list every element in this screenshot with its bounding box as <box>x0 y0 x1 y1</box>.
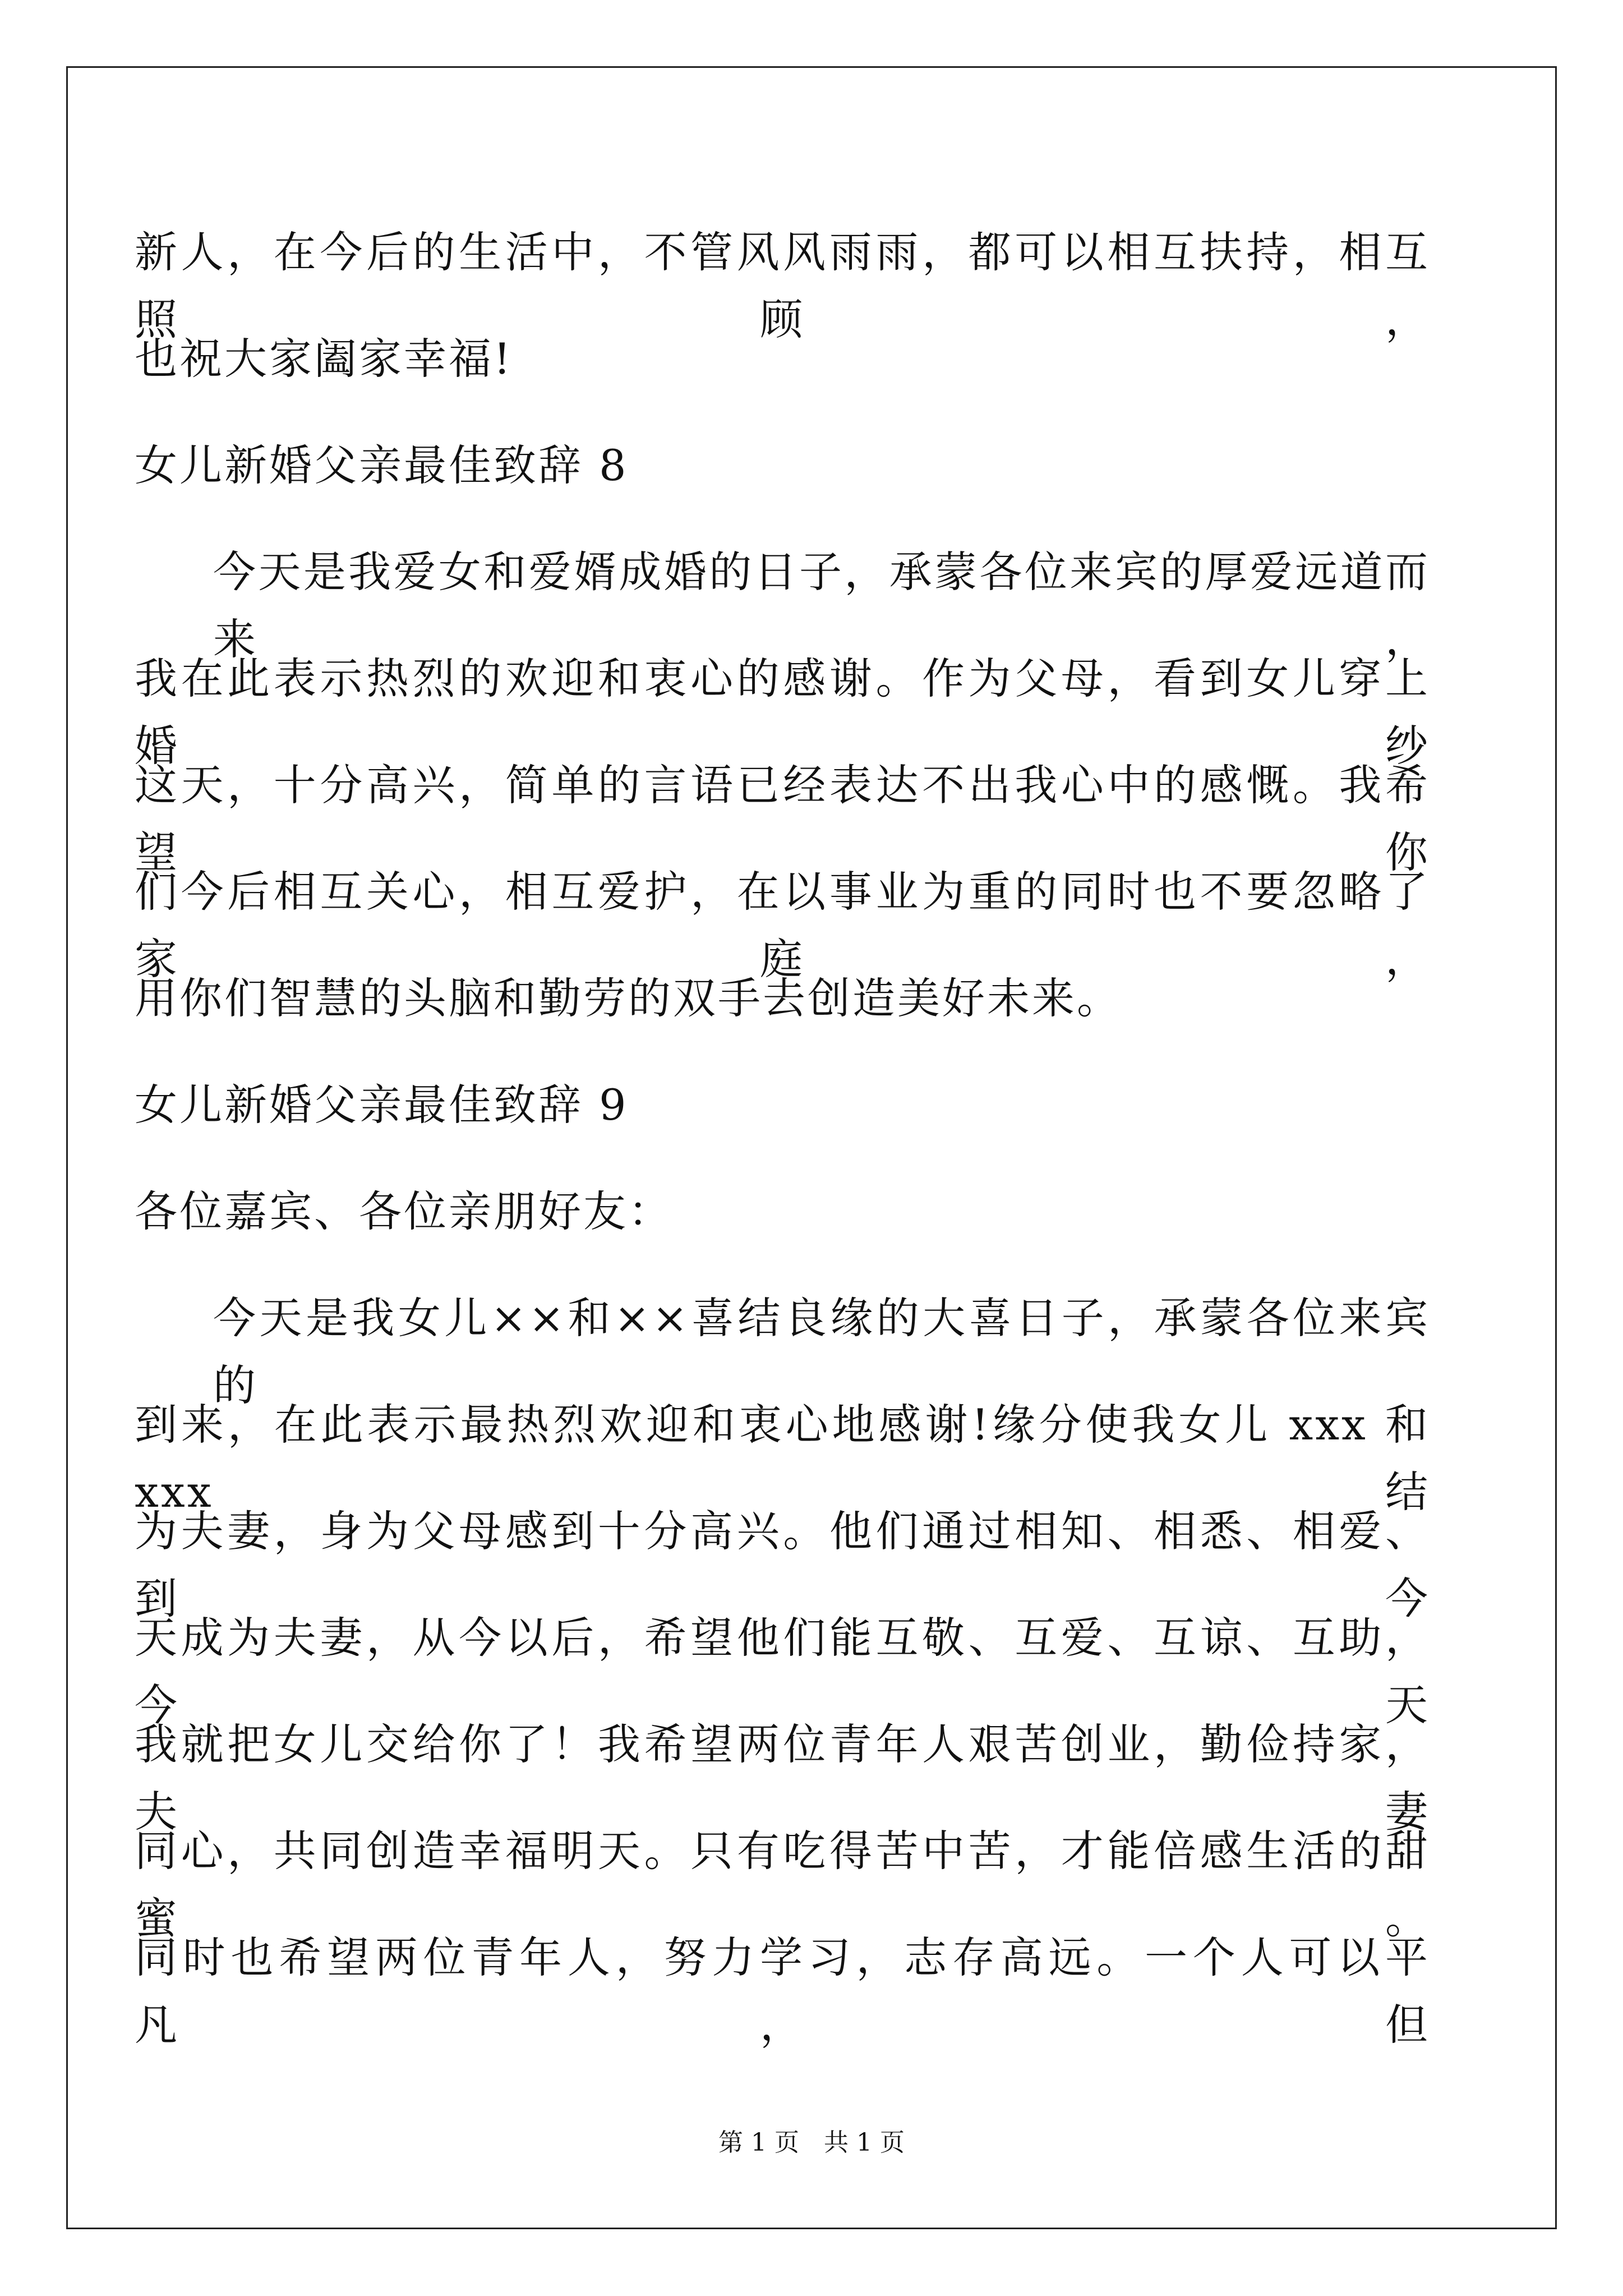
text-line: 们今后相互关心，相互爱护，在以事业为重的同时也不要忽略了家庭， <box>135 867 1430 984</box>
text-line: 新人，在今后的生活中，不管风风雨雨，都可以相互扶持，相互照顾， <box>135 227 1430 344</box>
text-line: 同心，共同创造幸福明天。只有吃得苦中苦，才能倍感生活的甜蜜。 <box>135 1826 1430 1943</box>
text-line: 天成为夫妻，从今以后，希望他们能互敬、互爱、互谅、互助，今天 <box>135 1613 1430 1730</box>
text-line: 女儿新婚父亲最佳致辞 9 <box>135 1080 629 1130</box>
text-line: 用你们智慧的头脑和勤劳的双手去创造美好未来。 <box>135 973 1122 1023</box>
text-line: 我就把女儿交给你了！我希望两位青年人艰苦创业，勤俭持家，夫妻 <box>135 1719 1430 1837</box>
text-line: 为夫妻，身为父母感到十分高兴。他们通过相知、相悉、相爱、到今 <box>135 1506 1430 1623</box>
page-footer: 第 1 页 共 1 页 <box>718 2128 905 2157</box>
text-line: 我在此表示热烈的欢迎和衷心的感谢。作为父母，看到女儿穿上婚纱 <box>135 654 1430 771</box>
text-line: 女儿新婚父亲最佳致辞 8 <box>135 440 629 490</box>
text-line: 各位嘉宾、各位亲朋好友： <box>135 1186 673 1236</box>
text-line: 同时也希望两位青年人，努力学习，志存高远。一个人可以平凡，但 <box>135 1932 1430 2050</box>
text-line: 这天，十分高兴，简单的言语已经表达不出我心中的感慨。我希望你 <box>135 760 1430 877</box>
text-line: 也祝大家阖家幸福! <box>135 334 513 384</box>
text-line: 今天是我女儿××和××喜结良缘的大喜日子，承蒙各位来宾的 <box>213 1293 1430 1410</box>
text-line: 到来，在此表示最热烈欢迎和衷心地感谢!缘分使我女儿 xxx 和 xxx 结 <box>135 1400 1430 1517</box>
text-line: 今天是我爱女和爱婿成婚的日子，承蒙各位来宾的厚爱远道而来， <box>213 547 1430 664</box>
